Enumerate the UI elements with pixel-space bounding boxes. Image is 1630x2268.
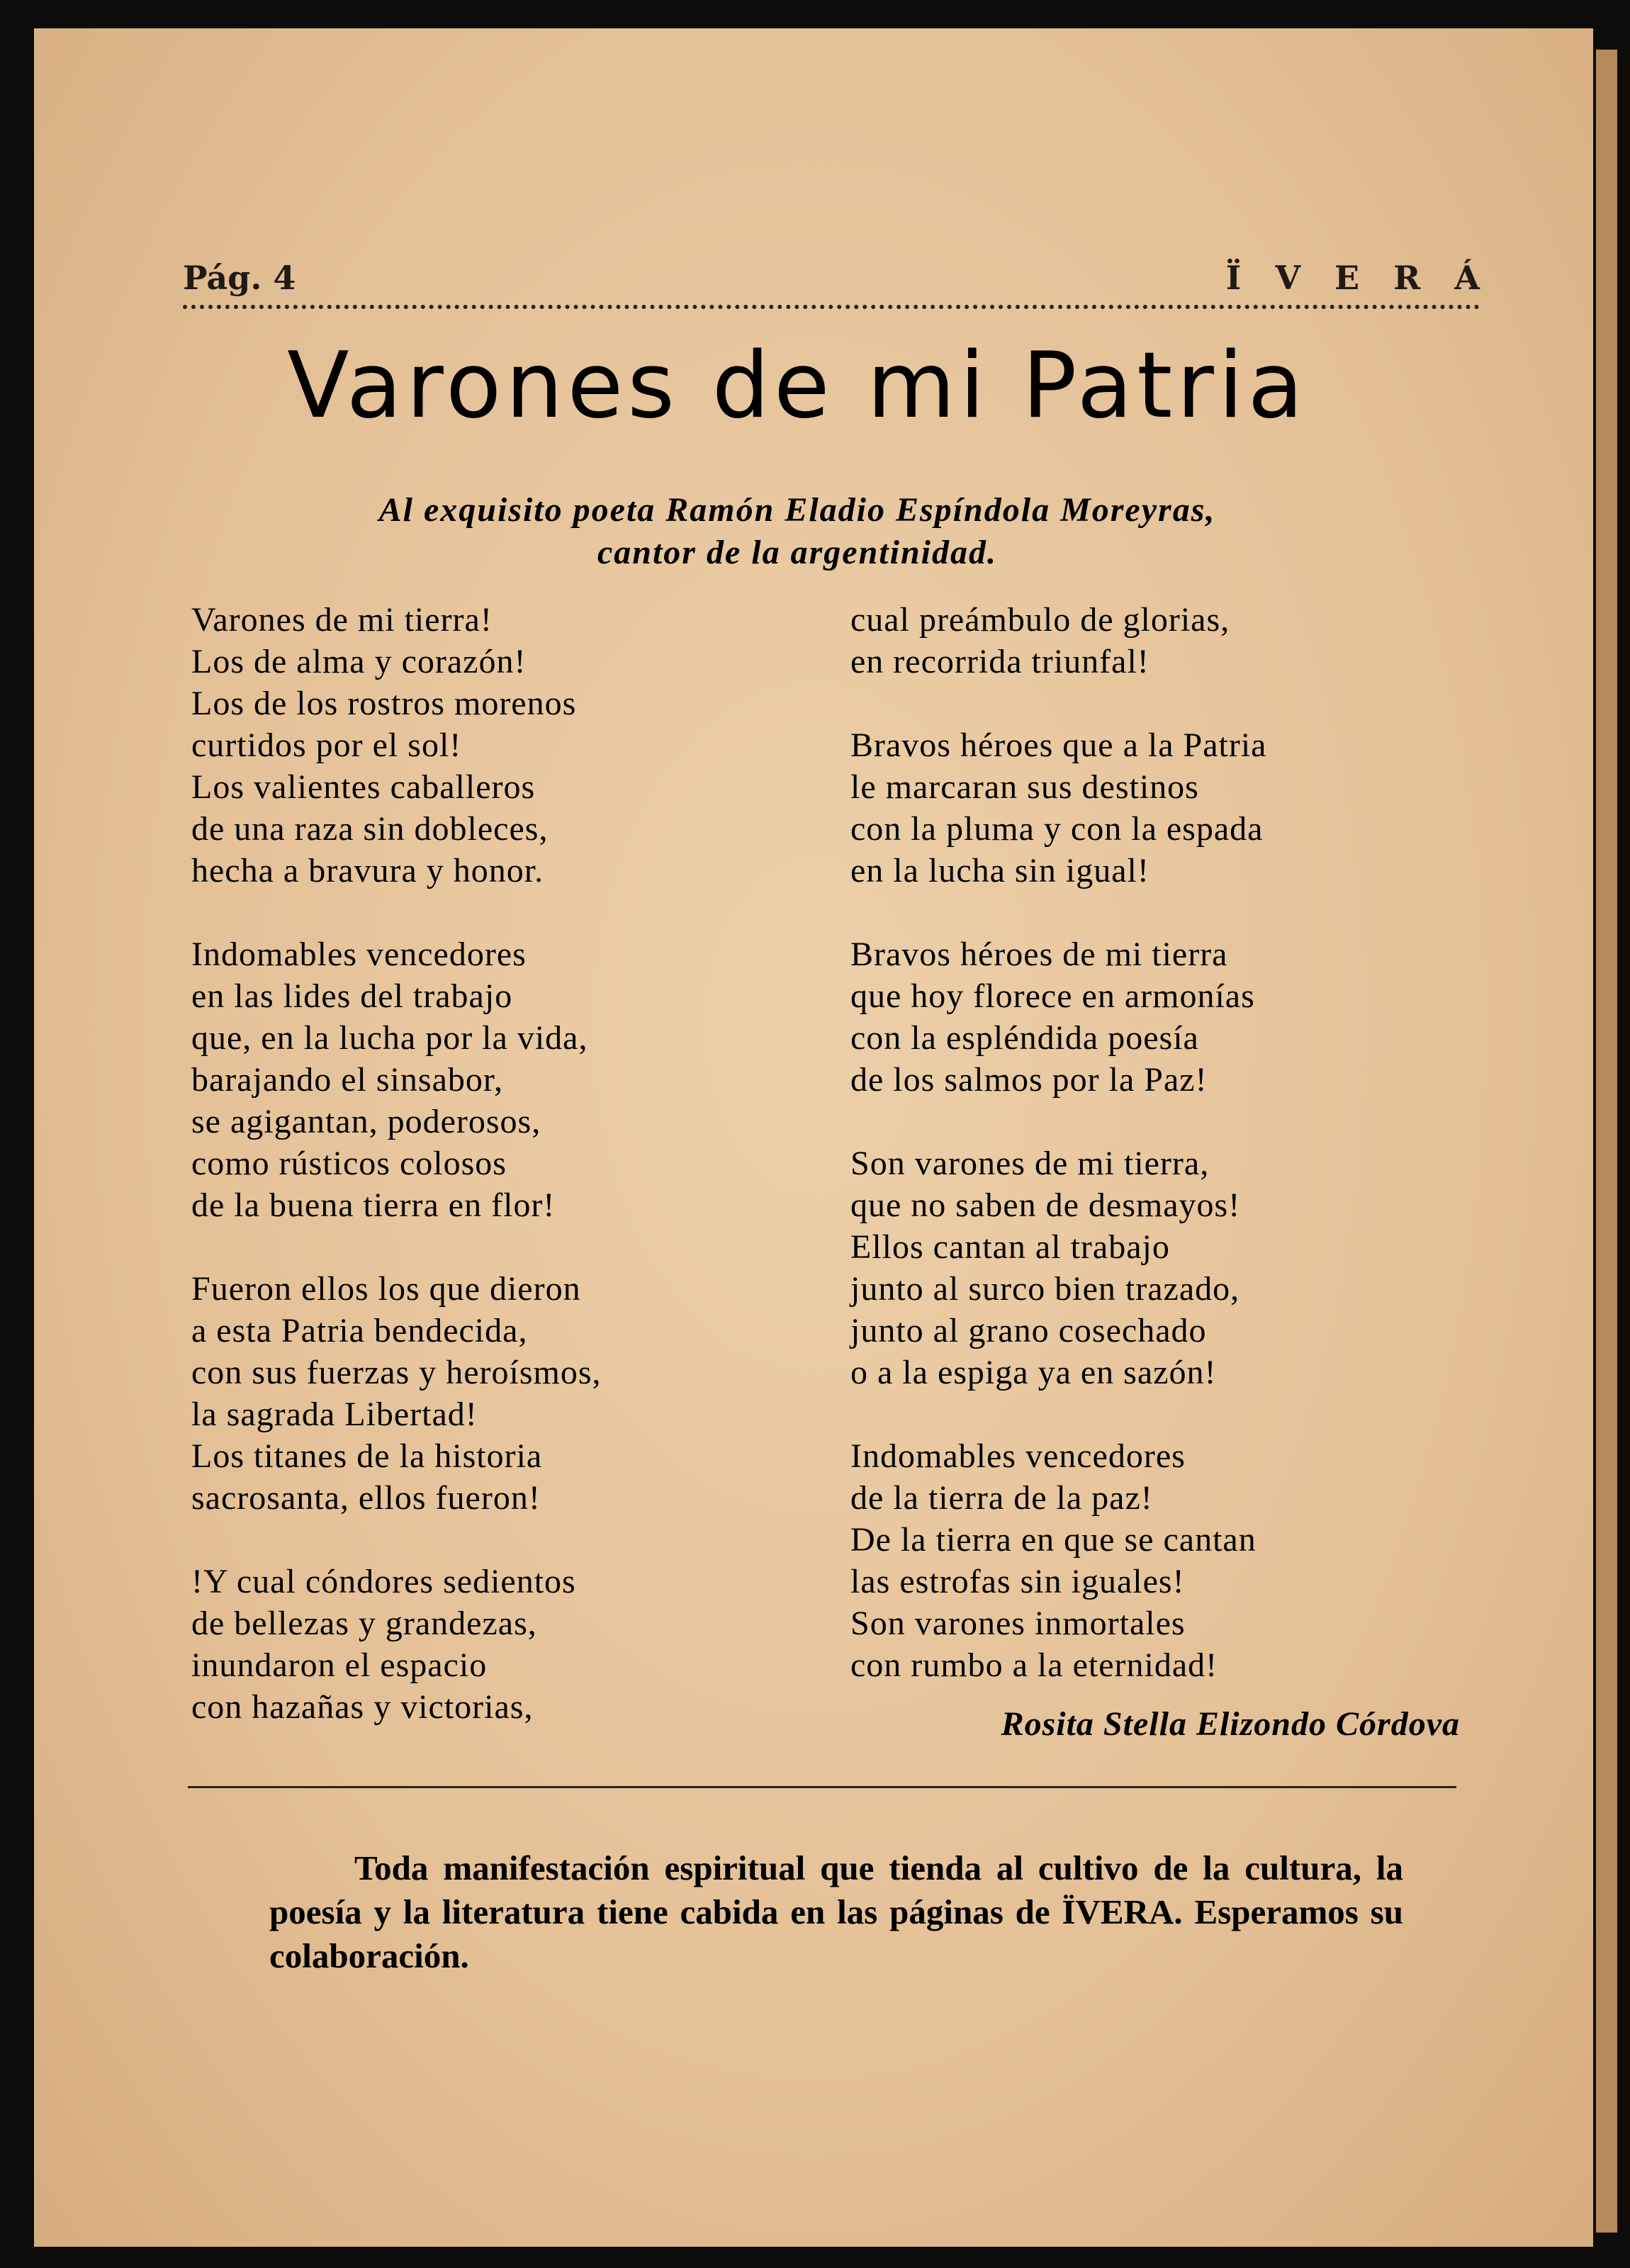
poem-line: Ellos cantan al trabajo (850, 1228, 1170, 1266)
journal-name: ÏVERÁ (1225, 259, 1514, 297)
ornamental-divider (183, 305, 1480, 319)
poem-line: con la pluma y con la espada (850, 810, 1264, 848)
stanza (191, 599, 801, 892)
page-header (183, 227, 1514, 305)
poem-line: la sagrada Libertad! (191, 1396, 478, 1433)
stanza (850, 599, 1460, 683)
page-number: Pág. 4 (183, 259, 296, 297)
poem-line: cual preámbulo de glorias, (850, 601, 1230, 639)
poem-line: a esta Patria bendecida, (191, 1312, 528, 1349)
poem-line: o a la espiga ya en sazón! (850, 1354, 1217, 1391)
stanza (850, 1435, 1460, 1686)
stanza (850, 1143, 1460, 1393)
poem-line: de la tierra de la paz! (850, 1479, 1153, 1517)
poem-line: Bravos héroes de mi tierra (850, 936, 1228, 973)
dedication-line-2: cantor de la argentinidad. (597, 534, 998, 571)
poem-line: de una raza sin dobleces, (191, 810, 549, 848)
poem-line: que hoy florece en armonías (850, 977, 1255, 1015)
poem-line: curtidos por el sol! (191, 726, 462, 764)
poem-line: las estrofas sin iguales! (850, 1563, 1185, 1600)
poem-line: de bellezas y grandezas, (191, 1605, 537, 1642)
poem-right-column (850, 599, 1460, 1728)
author-signature: Rosita Stella Elizondo Córdova (1001, 1705, 1460, 1743)
poem-line: Fueron ellos los que dieron (191, 1270, 581, 1308)
poem-line: con rumbo a la eternidad! (850, 1646, 1218, 1684)
collaboration-notice: Toda manifestación espiritual que tienda al cultivo de la cultura, la poesía y la literatura tiene cabida en las páginas de ÏVERA. Esperamos su colaboración. (269, 1848, 1403, 1975)
poem-line: de los salmos por la Paz! (850, 1061, 1208, 1099)
poem-line: Los de alma y corazón! (191, 643, 527, 680)
poem-line: que, en la lucha por la vida, (191, 1019, 588, 1057)
poem-line: Los de los rostros morenos (191, 685, 577, 722)
page-spine-edge (1596, 50, 1617, 2233)
poem-line: inundaron el espacio (191, 1646, 488, 1684)
poem-line: De la tierra en que se cantan (850, 1521, 1257, 1559)
poem-line: Indomables vencedores (850, 1437, 1186, 1475)
stanza (191, 933, 801, 1226)
poem-line: junto al surco bien trazado, (850, 1270, 1240, 1308)
poem-line: hecha a bravura y honor. (191, 852, 544, 889)
poem-line: con la espléndida poesía (850, 1019, 1199, 1057)
poem-line: sacrosanta, ellos fueron! (191, 1479, 541, 1517)
poem-line: que no saben de desmayos! (850, 1186, 1241, 1224)
poem-line: de la buena tierra en flor! (191, 1186, 556, 1224)
poem-line: Los titanes de la historia (191, 1437, 543, 1475)
poem-line: en las lides del trabajo (191, 977, 513, 1015)
poem-title: Varones de mi Patria (287, 333, 1308, 439)
horizontal-rule (188, 1786, 1456, 1788)
poem-line: junto al grano cosechado (850, 1312, 1207, 1349)
dedication (213, 489, 1382, 574)
poem-line: !Y cual cóndores sedientos (191, 1563, 576, 1600)
poem-line: en la lucha sin igual! (850, 852, 1150, 889)
poem-line: barajando el sinsabor, (191, 1061, 503, 1099)
poem-line: Los valientes caballeros (191, 768, 536, 806)
poem-line: se agigantan, poderosos, (191, 1103, 541, 1140)
stanza (850, 724, 1460, 892)
stanza (850, 933, 1460, 1101)
dedication-line-1: Al exquisito poeta Ramón Eladio Espíndola Moreyras, (378, 491, 1216, 529)
stanza (191, 1268, 801, 1519)
poem-line: le marcaran sus destinos (850, 768, 1199, 806)
poem-line: con hazañas y victorias, (191, 1688, 534, 1726)
poem-line: Varones de mi tierra! (191, 601, 493, 639)
poem-line: Son varones inmortales (850, 1605, 1186, 1642)
poem-line: en recorrida triunfal! (850, 643, 1150, 680)
poem-line: Bravos héroes que a la Patria (850, 726, 1267, 764)
poem-line: Indomables vencedores (191, 936, 527, 973)
poem-line: Son varones de mi tierra, (850, 1145, 1210, 1182)
poem-line: como rústicos colosos (191, 1145, 507, 1182)
poem-line: con sus fuerzas y heroísmos, (191, 1354, 602, 1391)
stanza (191, 1561, 801, 1728)
poem-left-column (191, 599, 801, 1770)
